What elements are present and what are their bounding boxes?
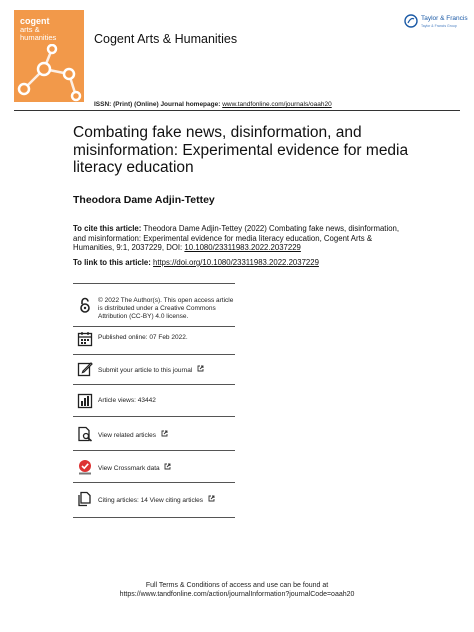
documents-icon xyxy=(77,491,93,507)
article-link-line xyxy=(73,258,319,267)
cover-network-graphic xyxy=(14,44,84,102)
info-divider xyxy=(73,384,235,385)
cover-subtitle-line1: arts & xyxy=(20,25,40,34)
external-link-icon xyxy=(197,365,204,372)
journal-cover-image xyxy=(14,10,84,102)
citation-block xyxy=(73,224,413,253)
terms-footer-url[interactable]: https://www.tandfonline.com/action/journalInformation?journalCode=oaah20 xyxy=(119,591,355,598)
crossmark-link[interactable]: View Crossmark data xyxy=(98,465,160,472)
terms-footer-text: Full Terms & Conditions of access and use can be found at xyxy=(145,582,329,589)
crossmark-row xyxy=(98,463,238,473)
publisher-logo-tagline: Taylor & Francis Group xyxy=(421,24,457,28)
cover-subtitle-line2: humanities xyxy=(20,33,57,42)
external-link-icon xyxy=(164,463,171,470)
info-divider xyxy=(73,283,235,284)
article-author: Theodora Dame Adjin-Tettey xyxy=(73,194,215,206)
published-date: Published online: 07 Feb 2022. xyxy=(98,334,188,341)
citing-articles-link[interactable]: Citing articles: 14 View citing articles xyxy=(98,497,204,504)
submit-article-row xyxy=(98,365,238,375)
citing-articles-row xyxy=(98,495,238,505)
bar-chart-icon xyxy=(77,393,93,409)
citation-label: To cite this article: xyxy=(73,224,142,233)
submit-article-link[interactable]: Submit your article to this journal xyxy=(98,367,193,374)
publisher-logo[interactable] xyxy=(404,14,466,34)
terms-footer xyxy=(0,581,474,599)
open-access-lock-icon xyxy=(77,297,93,313)
article-views: Article views: 43442 xyxy=(98,397,156,404)
info-divider xyxy=(73,326,235,327)
info-divider xyxy=(73,450,235,451)
publisher-logo-icon xyxy=(404,14,418,28)
external-link-icon xyxy=(208,495,215,502)
citation-text: Theodora Dame Adjin-Tettey (2022) Combating fake news, disinformation, and misinformation: Experimental evidence for media literacy education, Cogent Arts & Humanities, 9:1, 2037229, DOI: xyxy=(73,224,400,253)
issn-line xyxy=(94,101,332,108)
article-link-label: To link to this article: xyxy=(73,258,151,267)
crossmark-icon xyxy=(77,459,93,475)
info-divider xyxy=(73,517,235,518)
related-articles-link[interactable]: View related articles xyxy=(98,432,157,439)
article-doi-url[interactable]: https://doi.org/10.1080/23311983.2022.2037229 xyxy=(153,258,319,267)
info-divider xyxy=(73,354,235,355)
external-link-icon xyxy=(161,430,168,437)
journal-name: Cogent Arts & Humanities xyxy=(94,32,238,46)
calendar-icon xyxy=(77,331,93,347)
info-divider xyxy=(73,482,235,483)
cover-subtitle xyxy=(20,26,56,42)
license-text: © 2022 The Author(s). This open access article is distributed under a Creative Commons Attribution (CC-BY) 4.0 license. xyxy=(98,297,234,320)
article-title: Combating fake news, disinformation, and misinformation: Experimental evidence for media literacy education xyxy=(73,124,409,176)
info-divider xyxy=(73,416,235,417)
related-articles-row xyxy=(98,430,238,440)
cover-brand: cogent xyxy=(20,16,50,26)
edit-icon xyxy=(77,361,93,377)
journal-homepage-link[interactable]: www.tandfonline.com/journals/oaah20 xyxy=(222,101,332,108)
publisher-logo-text: Taylor & Francis xyxy=(421,15,468,22)
document-search-icon xyxy=(77,426,93,442)
citation-doi-link[interactable]: 10.1080/23311983.2022.2037229 xyxy=(184,243,301,253)
issn-label: ISSN: (Print) (Online) Journal homepage: xyxy=(94,101,221,108)
header-divider xyxy=(14,110,460,111)
